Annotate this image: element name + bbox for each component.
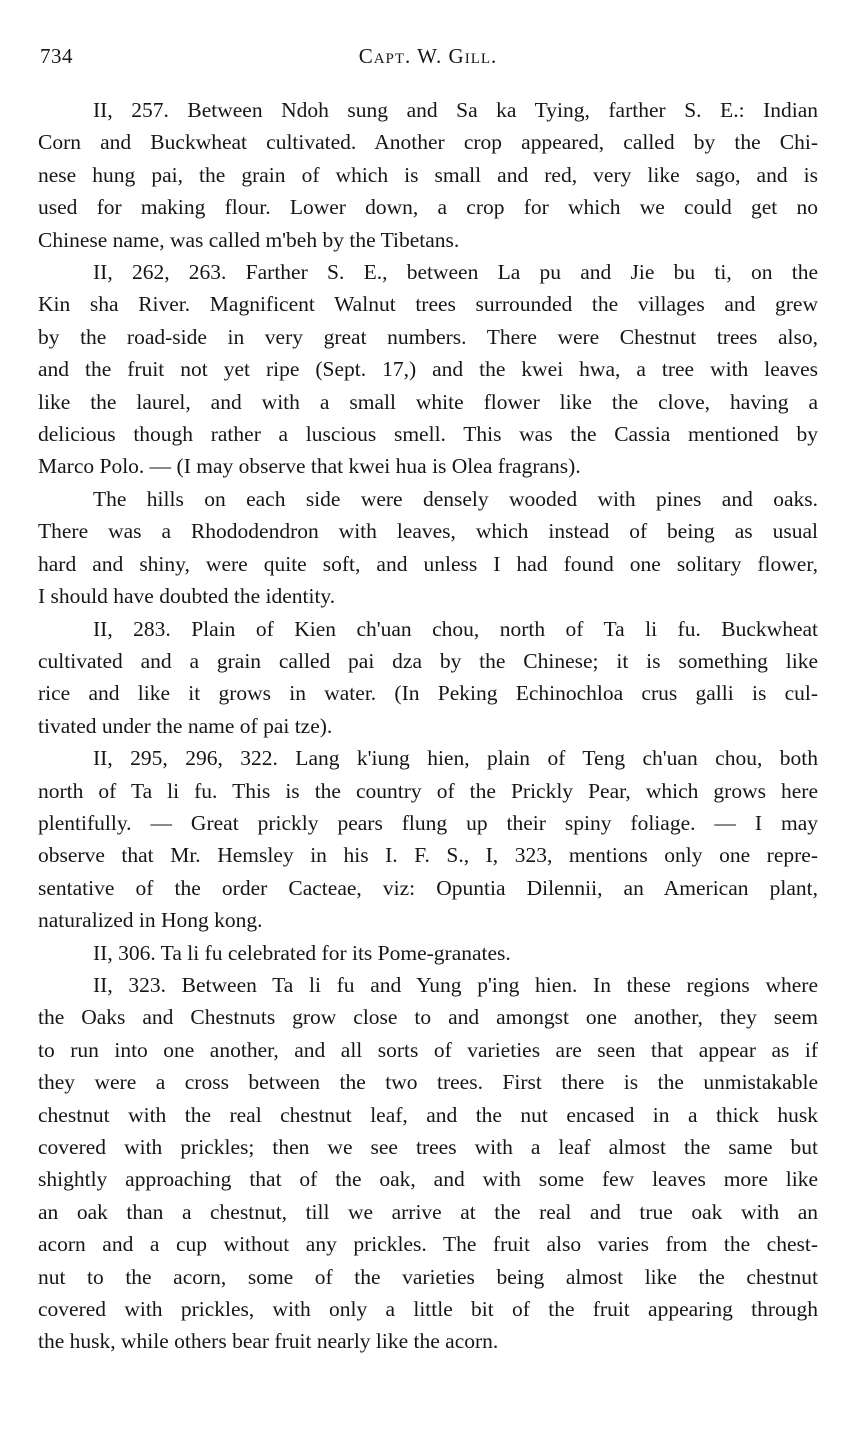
paragraph [38,483,818,613]
paragraph [38,613,818,743]
text-line: by the road-side in very great numbers. There were Chestnut trees also, [38,324,818,349]
text-line: II, 262, 263. Farther S. E., between La pu and Jie bu ti, on the [93,260,818,285]
page-number: 734 [40,44,73,68]
text-line: sentative of the order Cacteae, viz: Opuntia Dilennii, an American plant, [38,875,818,900]
text-line: plentifully. — Great prickly pears flung up their spiny foliage. — I may [38,810,818,835]
text-line: the husk, while others bear fruit nearly like the acorn. [38,1329,499,1354]
text-line: rice and like it grows in water. (In Peking Echinochloa crus galli is cul- [38,681,818,706]
text-line: north of Ta li fu. This is the country of the Prickly Pear, which grows here [38,778,818,803]
text-line: acorn and a cup without any prickles. The fruit also varies from the chest- [38,1232,818,1257]
book-page [38,40,818,1358]
text-line: shightly approaching that of the oak, and with some few leaves more like [38,1167,818,1192]
text-line: naturalized in Hong kong. [38,908,263,933]
text-line: Corn and Buckwheat cultivated. Another crop appeared, called by the Chi- [38,130,818,155]
text-line: used for making flour. Lower down, a crop for which we could get no [38,195,818,220]
text-line: covered with prickles, with only a little bit of the fruit appearing through [38,1297,818,1322]
text-line: nut to the acorn, some of the varieties being almost like the chestnut [38,1264,818,1289]
paragraph [38,256,818,483]
text-line: II, 283. Plain of Kien ch'uan chou, north of Ta li fu. Buckwheat [93,616,818,641]
running-title: Capt. W. Gill. [358,44,498,68]
text-line: covered with prickles; then we see trees with a leaf almost the same but [38,1135,818,1159]
text-line: delicious though rather a luscious smell. This was the Cassia mentioned by [38,422,818,447]
text-line: they were a cross between the two trees. First there is the unmistakable [38,1070,818,1095]
text-line: chestnut with the real chestnut leaf, and the nut encased in a thick husk [38,1102,818,1127]
text-line: cultivated and a grain called pai dza by the Chinese; it is something like [38,648,818,673]
text-line: There was a Rhododendron with leaves, which instead of being as usual [38,519,818,544]
text-line: Marco Polo. — (I may observe that kwei hua is Olea fragrans). [38,454,581,479]
text-line: I should have doubted the identity. [38,584,336,609]
text-line: II, 306. Ta li fu celebrated for its Pome-granates. [93,940,511,965]
paragraph [38,742,818,936]
text-line: tivated under the name of pai tze). [38,713,333,738]
text-line: the Oaks and Chestnuts grow close to and amongst one another, they seem [38,1005,818,1030]
running-head [38,40,818,74]
text-line: observe that Mr. Hemsley in his I. F. S., I, 323, mentions only one repre- [38,843,818,868]
text-line: nese hung pai, the grain of which is small and red, very like sago, and is [38,162,818,187]
text-line: hard and shiny, were quite soft, and unless I had found one solitary flower, [38,551,818,576]
paragraph [38,94,818,256]
body-text [38,94,818,1358]
text-line: The hills on each side were densely wooded with pines and oaks. [93,486,818,511]
text-line: II, 257. Between Ndoh sung and Sa ka Tying, farther S. E.: Indian [93,98,818,122]
text-line: like the laurel, and with a small white flower like the clove, having a [38,389,818,414]
text-line: Chinese name, was called m'beh by the Tibetans. [38,227,460,252]
text-line: an oak than a chestnut, till we arrive at the real and true oak with an [38,1199,818,1224]
paragraph [38,937,818,969]
text-line: and the fruit not yet ripe (Sept. 17,) and the kwei hwa, a tree with leaves [38,357,818,382]
text-line: II, 295, 296, 322. Lang k'iung hien, plain of Teng ch'uan chou, both [93,746,818,771]
text-line: to run into one another, and all sorts of varieties are seen that appear as if [38,1037,818,1062]
text-line: II, 323. Between Ta li fu and Yung p'ing hien. In these regions where [93,972,818,997]
paragraph [38,969,818,1358]
text-line: Kin sha River. Magnificent Walnut trees surrounded the villages and grew [38,292,818,317]
